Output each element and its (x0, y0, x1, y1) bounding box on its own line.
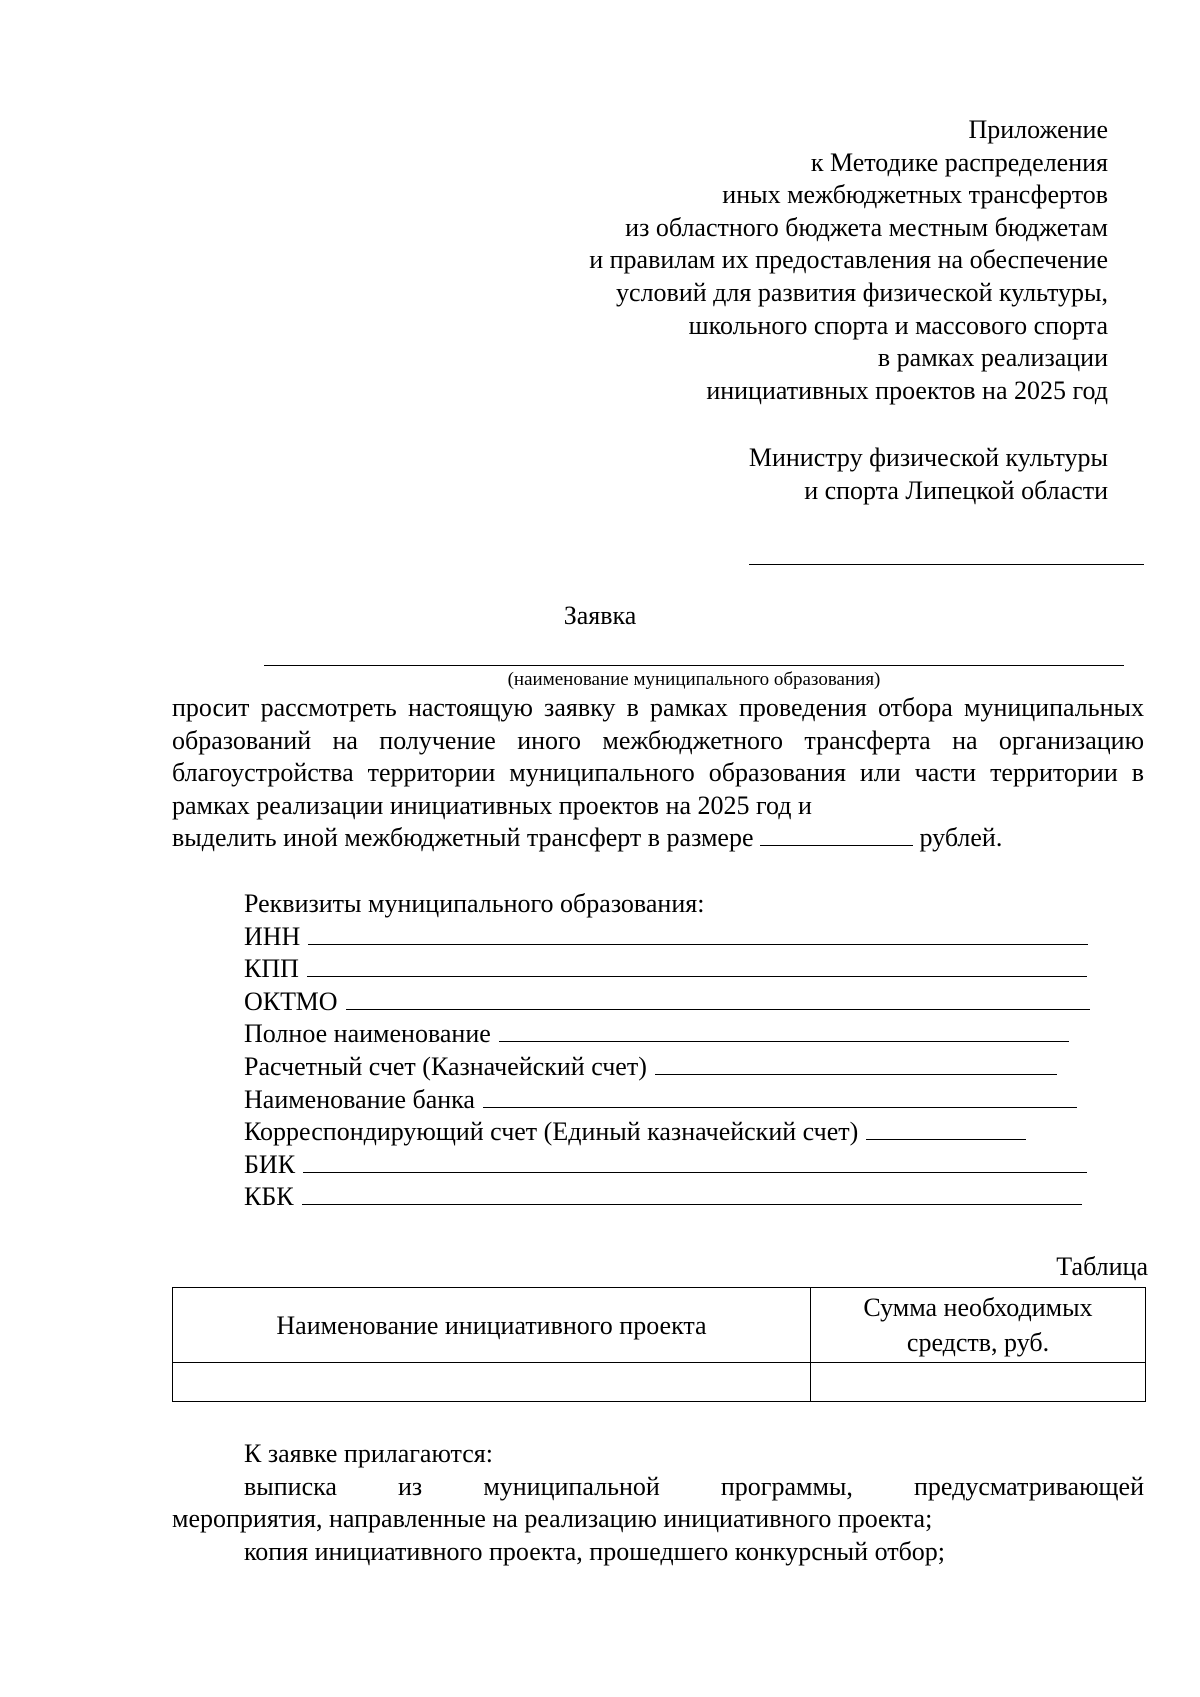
corr-account-input-line[interactable] (866, 1119, 1026, 1140)
account-input-line[interactable] (655, 1054, 1057, 1075)
kbk-input-line[interactable] (302, 1184, 1082, 1205)
table-caption: Таблица (1056, 1252, 1148, 1281)
requisite-label: Полное наименование (244, 1019, 491, 1049)
requisites-heading (244, 888, 1090, 921)
requisite-label: Расчетный счет (Казначейский счет) (244, 1051, 647, 1081)
addressee-line: и спорта Липецкой области (804, 475, 1108, 505)
attachments-block (172, 1438, 1144, 1568)
bik-input-line[interactable] (303, 1152, 1087, 1173)
projects-table (172, 1287, 1146, 1402)
inn-input-line[interactable] (308, 924, 1088, 945)
requisite-row-inn (244, 921, 1090, 954)
requisite-row-kpp (244, 953, 1090, 986)
oktmo-input-line[interactable] (346, 989, 1090, 1010)
header-line: школьного спорта и массового спорта (688, 310, 1108, 340)
kpp-input-line[interactable] (307, 956, 1087, 977)
header-line: и правилам их предоставления на обеспечение (589, 245, 1108, 275)
requisite-label: Наименование банка (244, 1084, 475, 1114)
attachments-heading: К заявке прилагаются: (244, 1439, 493, 1468)
requisites-block (244, 888, 1090, 1214)
attachment-item: копия инициативного проекта, прошедшего конкурсный отбор; (244, 1536, 946, 1566)
requisite-row-oktmo (244, 986, 1090, 1019)
sender-blank-line[interactable] (749, 564, 1144, 565)
document-title: Заявка (563, 601, 637, 630)
header-line: из областного бюджета местным бюджетам (625, 212, 1108, 242)
municipality-name-blank[interactable] (264, 665, 1124, 666)
requisite-label: ИНН (244, 921, 301, 951)
attachment-item-first-line: выписка из муниципальной программы, предусматривающей (244, 1471, 1144, 1501)
amount-cell[interactable] (811, 1363, 1146, 1402)
requisite-row-account (244, 1051, 1090, 1084)
requisite-label: ОКТМО (244, 986, 338, 1016)
addressee-block (408, 442, 1108, 507)
requisite-row-full-name (244, 1018, 1090, 1051)
requisite-label: Корреспондирующий счет (Единый казначейский счет) (244, 1117, 859, 1147)
header-line: к Методике распределения (810, 147, 1108, 177)
header-line: инициативных проектов на 2025 год (706, 375, 1108, 405)
request-last-line (172, 822, 1144, 855)
requisite-row-kbk (244, 1181, 1090, 1214)
requisites-heading-text: Реквизиты муниципального образования: (244, 889, 705, 918)
table-row (173, 1363, 1146, 1402)
addressee-line: Министру физической культуры (748, 443, 1108, 472)
municipality-name-caption: (наименование муниципального образования) (507, 669, 881, 690)
header-line: иных межбюджетных трансфертов (722, 180, 1108, 210)
column-header-amount-line: средств, руб. (906, 1328, 1050, 1357)
appendix-header (408, 114, 1108, 407)
requisite-row-corr-account (244, 1116, 1090, 1149)
column-header-project-name: Наименование инициативного проекта (173, 1288, 811, 1363)
requisite-label: БИК (244, 1149, 296, 1179)
header-line: условий для развития физической культуры, (616, 277, 1108, 307)
requisite-label: КБК (244, 1182, 294, 1212)
full-name-input-line[interactable] (499, 1021, 1069, 1042)
requisite-row-bank (244, 1084, 1090, 1117)
column-header-amount (811, 1288, 1146, 1363)
bank-input-line[interactable] (483, 1087, 1077, 1108)
header-line: в рамках реализации (877, 343, 1108, 373)
column-header-amount-line: Сумма необходимых (863, 1293, 1093, 1322)
requisite-label: КПП (244, 954, 299, 984)
request-text: просит рассмотреть настоящую заявку в рамках проведения отбора муниципальных образований на получение иного межбюджетного трансферта на организацию благоустройства территории муниципального образования или части территории в рамках реализации инициативных проектов на 2025 год и (172, 693, 1144, 820)
requisite-row-bik (244, 1149, 1090, 1182)
amount-blank[interactable] (760, 823, 913, 846)
project-name-cell[interactable] (173, 1363, 811, 1402)
request-last-line-end: рублей. (919, 823, 1003, 853)
attachment-item-continuation: мероприятия, направленные на реализацию инициативного проекта; (172, 1504, 933, 1534)
table-header-row (173, 1288, 1146, 1363)
header-line: Приложение (968, 115, 1108, 144)
request-paragraph (172, 692, 1144, 855)
request-last-line-start: выделить иной межбюджетный трансферт в размере (172, 823, 754, 853)
